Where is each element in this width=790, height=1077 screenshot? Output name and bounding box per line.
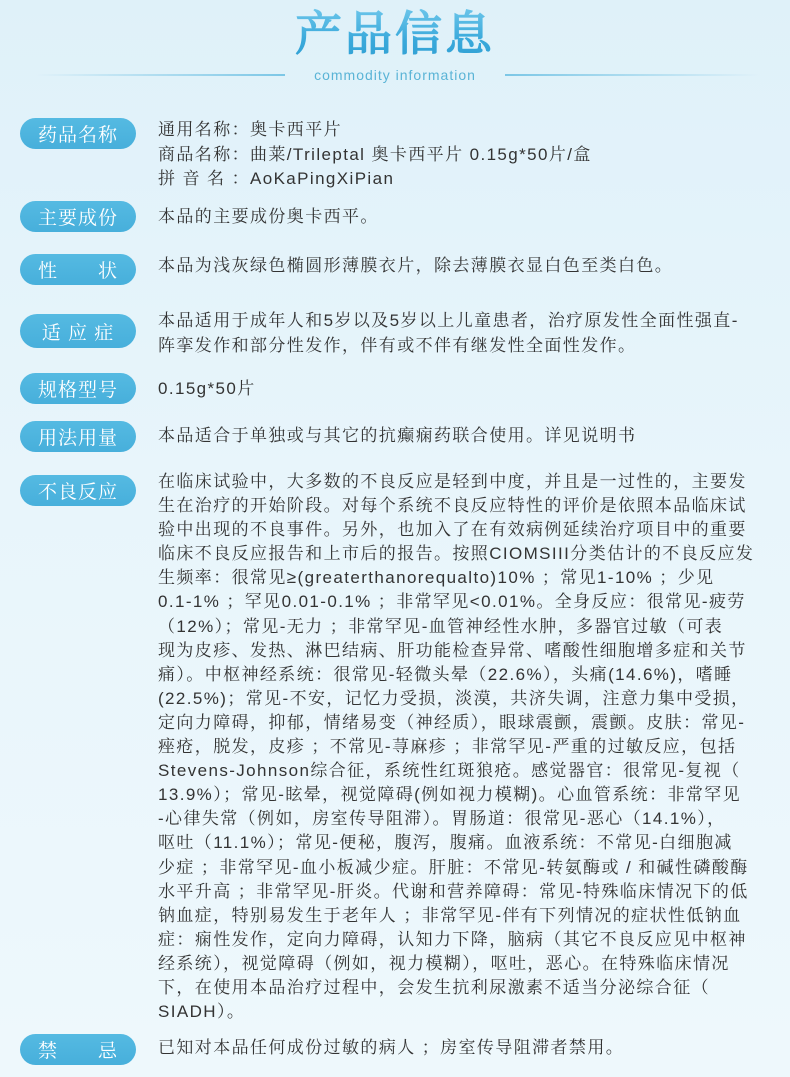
adverse-reaction-line: 钠血症，特别易发生于老年人 ；非常罕见-伴有下列情况的症状性低钠血 <box>158 905 742 925</box>
adverse-reaction-line: 下，在使用本品治疗过程中，会发生抗利尿激素不适当分泌综合征（ <box>158 977 710 997</box>
section-text <box>158 254 780 279</box>
appearance-line: 本品为浅灰绿色椭圆形薄膜衣片，除去薄膜衣显白色至类白色。 <box>158 256 674 275</box>
section-text <box>158 118 780 192</box>
page-title: 产品信息 <box>0 4 790 64</box>
adverse-reaction-line: 13.9%）；常见-眩晕，视觉障碍(例如视力模糊)。心血管系统：非常罕见 <box>158 785 742 805</box>
adverse-reaction-line: SIADH）。 <box>158 1002 246 1022</box>
section-text <box>158 309 780 358</box>
contraindication-line: 已知对本品任何成份过敏的病人 ；房室传导阻滞者禁用。 <box>158 1038 625 1057</box>
subtitle-divider-right <box>505 74 760 76</box>
usage-line: 本品适合于单独或与其它的抗癫痫药联合使用。详见说明书 <box>158 426 637 445</box>
ingredient-line: 本品的主要成份奥卡西平。 <box>158 207 379 226</box>
adverse-reaction-line: Stevens-Johnson综合征，系统性红斑狼疮。感觉器官：很常见-复视（ <box>158 761 741 781</box>
section-label-pill: 适 应 症 <box>20 314 136 348</box>
section-label-pill: 性 状 <box>20 254 136 285</box>
adverse-reaction-line: 症：痫性发作，定向力障碍，认知力下降，脑病（其它不良反应见中枢神 <box>158 929 747 949</box>
adverse-reaction-line: （12%）；常见-无力 ；非常罕见-血管神经性水肿，多器官过敏（可表 <box>158 616 724 636</box>
section-text <box>158 1036 780 1061</box>
page-subtitle: commodity information <box>314 67 476 83</box>
adverse-reaction-line: 水平升高 ；非常罕见-肝炎。代谢和营养障碍：常见-特殊临床情况下的低 <box>158 881 749 901</box>
adverse-reaction-line: 呕吐（11.1%）；常见-便秘，腹泻，腹痛。血液系统：不常见-白细胞减 <box>158 833 733 853</box>
section-label-pill: 用法用量 <box>20 421 136 452</box>
section-label-pill: 规格型号 <box>20 373 136 404</box>
adverse-reaction-line: 生频率：很常见≥(greaterthanorequalto)10% ；常见1-10% ；少见 <box>158 568 715 588</box>
generic-name-line: 通用名称：奥卡西平片 <box>158 120 342 139</box>
section-text <box>158 205 780 230</box>
section-label-pill: 药品名称 <box>20 118 136 149</box>
specification-line: 0.15g*50片 <box>158 379 256 398</box>
section-label-pill: 主要成份 <box>20 201 136 232</box>
adverse-reaction-line: -心律失常（例如，房室传导阻滞）。胃肠道：很常见-恶心（14.1%）， <box>158 809 726 829</box>
adverse-reaction-line: (22.5%)；常见-不安，记忆力受损，淡漠，共济失调，注意力集中受损， <box>158 688 750 708</box>
section-text <box>158 377 780 402</box>
section-label-pill: 不良反应 <box>20 475 136 506</box>
adverse-reaction-line: 验中出现的不良事件。另外，也加入了在有效病例延续治疗项目中的重要 <box>158 520 747 540</box>
adverse-reaction-line: 痤疮，脱发，皮疹 ；不常见-荨麻疹 ；非常罕见-严重的过敏反应，包括 <box>158 737 737 757</box>
adverse-reaction-line: 临床不良反应报告和上市后的报告。按照CIOMSIII分类估计的不良反应发 <box>158 544 755 564</box>
adverse-reaction-line: 现为皮疹、发热、淋巴结病、肝功能检查异常、嗜酸性细胞增多症和关节 <box>158 640 747 660</box>
adverse-reaction-line: 0.1-1% ；罕见0.01-0.1% ；非常罕见<0.01%。全身反应：很常见-疲劳 <box>158 592 746 612</box>
adverse-reaction-line: 定向力障碍，抑郁，情绪易变（神经质），眼球震颤，震颤。皮肤：常见- <box>158 712 746 732</box>
adverse-reaction-line: 在临床试验中，大多数的不良反应是轻到中度，并且是一过性的，主要发 <box>158 472 747 491</box>
section-text <box>158 424 780 449</box>
adverse-reaction-line: 少症 ；非常罕见-血小板减少症。肝脏：不常见-转氨酶或 / 和碱性磷酸酶 <box>158 857 749 877</box>
section-text <box>158 470 780 1024</box>
adverse-reaction-line: 痛）。中枢神经系统：很常见-轻微头晕（22.6%），头痛(14.6%)，嗜睡 <box>158 664 733 684</box>
adverse-reaction-line: 经系统），视觉障碍（例如，视力模糊），呕吐，恶心。在特殊临床情况 <box>158 953 730 973</box>
indication-line: 阵挛发作和部分性发作，伴有或不伴有继发性全面性发作。 <box>158 335 637 355</box>
pinyin-name-line: 拼 音 名 ：AoKaPingXiPian <box>158 169 395 188</box>
section-label-pill: 禁 忌 <box>20 1034 136 1065</box>
trade-name-line: 商品名称：曲莱/Trileptal 奥卡西平片 0.15g*50片/盒 <box>158 144 592 164</box>
adverse-reaction-line: 生在治疗的开始阶段。对每个系统不良反应特性的评价是依照本品临床试 <box>158 496 747 516</box>
indication-line: 本品适用于成年人和5岁以及5岁以上儿童患者，治疗原发性全面性强直- <box>158 311 739 330</box>
